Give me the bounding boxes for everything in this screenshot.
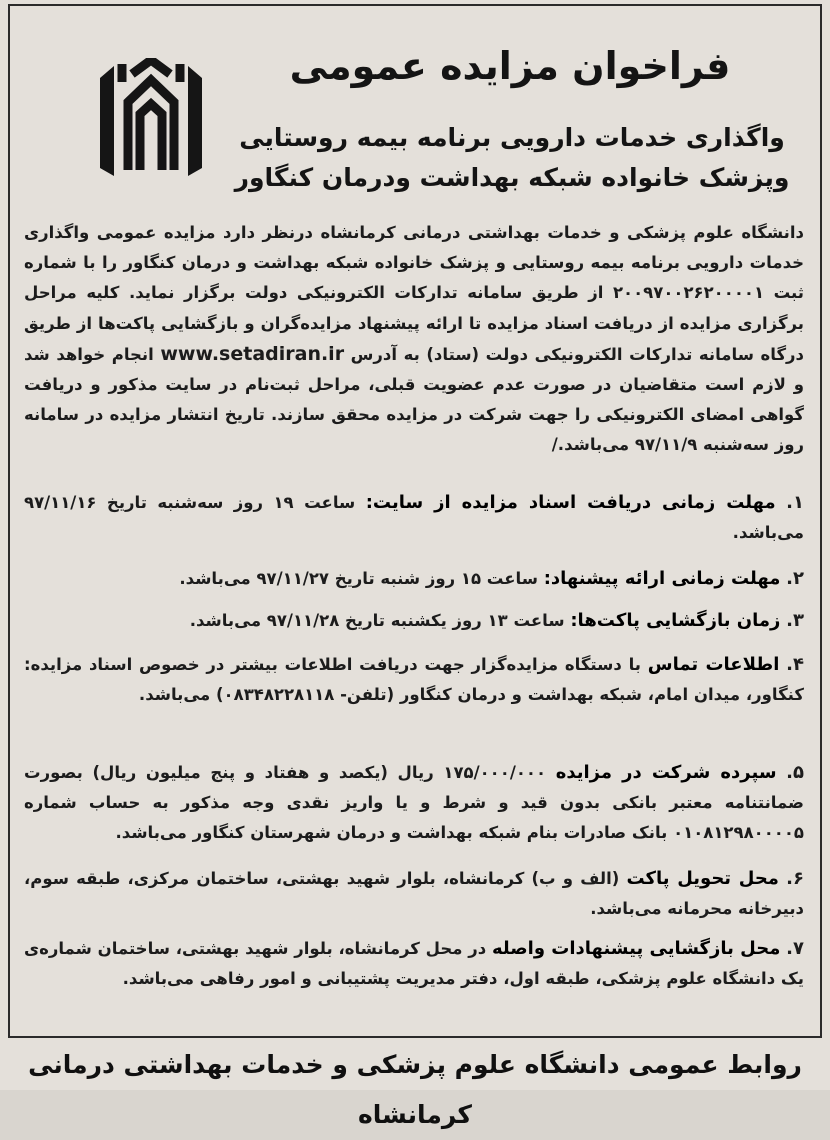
subtitle-line-1: واگذاری خدمات دارویی برنامه بیمه روستایی — [239, 123, 785, 152]
item-document-deadline — [24, 488, 804, 548]
item-delivery-location — [24, 864, 804, 924]
item-number: ۳. — [786, 610, 804, 631]
item-opening-location — [24, 934, 804, 994]
item-contact-info — [24, 650, 804, 710]
announcement-title: فراخوان مزایده عمومی — [289, 44, 731, 88]
setad-url-link[interactable]: www.setadiran.ir — [160, 342, 345, 365]
intro-text: دانشگاه علوم پزشکی و خدمات بهداشتی درمانی کرمانشاه درنظر دارد مزایده عمومی واگذاری خدمات دارویی برنامه بیمه روستایی و پزشک خانواده شبکه بهداشت و درمان کنگاور را با شماره ثبت ۲۰۰۹۷۰۰۲۶۲۰۰۰۰۱ از طریق سامانه تدارکات الکترونیکی دولت برگزار نماید. کلیه مراحل برگزاری مزایده از دریافت اسناد مزایده تا ارائه پیشنهاد مزایده‌گران و بازگشایی پاکت‌ها از طریق درگاه سامانه تدارکات الکترونیکی دولت (ستاد) به آدرس — [24, 223, 805, 364]
item-number: ۵. — [786, 762, 805, 783]
item-text: (الف و ب) کرمانشاه، بلوار شهید بهشتی، ساختمان مرکزی، طبقه سوم، دبیرخانه محرمانه می‌باشد. — [24, 869, 804, 918]
subtitle-line-2: وپزشک خانواده شبکه بهداشت ودرمان کنگاور — [234, 163, 790, 192]
item-opening-time — [24, 606, 804, 636]
item-label: محل تحویل پاکت — [626, 868, 779, 889]
item-text: ساعت ۱۵ روز شنبه تاریخ ۹۷/۱۱/۲۷ می‌باشد. — [179, 569, 538, 588]
intro-paragraph — [24, 218, 804, 461]
item-text: در محل کرمانشاه، بلوار شهید بهشتی، ساختمان شماره‌ی یک دانشگاه علوم پزشکی، طبقه اول، دفتر مدیریت پشتیبانی و امور رفاهی می‌باشد. — [24, 939, 804, 988]
announcement-subtitle — [222, 118, 802, 198]
item-deposit — [24, 758, 804, 848]
item-bid-deadline — [24, 564, 804, 594]
university-logo — [92, 58, 210, 182]
item-number: ۲. — [786, 568, 804, 589]
item-label: سپرده شرکت در مزایده — [555, 762, 777, 783]
item-label: زمان بازگشایی پاکت‌ها: — [570, 610, 781, 631]
item-number: ۴. — [786, 654, 805, 675]
item-number: ۱. — [786, 492, 804, 513]
item-number: ۷. — [786, 938, 804, 959]
item-number: ۶. — [786, 868, 804, 889]
public-relations-footer: روابط عمومی دانشگاه علوم پزشکی و خدمات بهداشتی درمانی کرمانشاه — [28, 1050, 802, 1129]
item-text: ساعت ۱۳ روز یکشنبه تاریخ ۹۷/۱۱/۲۸ می‌باشد. — [189, 611, 565, 630]
item-label: اطلاعات تماس — [647, 654, 780, 675]
item-label: محل بازگشایی پیشنهادات واصله — [492, 938, 781, 959]
item-text: با دستگاه مزایده‌گزار جهت دریافت اطلاعات بیشتر در خصوص اسناد مزایده: کنگاور، میدان امام، شبکه بهداشت و درمان کنگاور (تلفن- ۰۸۳۴۸۲۲۸۱۱۸) می‌باشد. — [24, 655, 804, 704]
item-label: مهلت زمانی ارائه پیشنهاد: — [543, 568, 781, 589]
item-label: مهلت زمانی دریافت اسناد مزایده از سایت: — [365, 492, 776, 513]
item-text: ساعت ۱۹ روز سه‌شنبه تاریخ ۹۷/۱۱/۱۶ می‌باشد. — [24, 493, 804, 542]
item-text: ۱۷۵/۰۰۰/۰۰۰ ریال (یکصد و هفتاد و پنج میلیون ریال) بصورت ضمانتنامه معتبر بانکی بدون قید و شرط و یا واریز نقدی وجه مذکور به حساب شماره ۰۱۰۸۱۲۹۸۰۰۰۰۵ بانک صادرات بنام شبکه بهداشت و درمان شهرستان کنگاور می‌باشد. — [24, 763, 804, 842]
intro-text-after: انجام خواهد شد و لازم است متقاضیان در صورت عدم عضویت قبلی، مراحل ثبت‌نام در سایت مذکور و دریافت گواهی امضای الکترونیکی را جهت شرکت در مزایده محقق سازند. تاریخ انتشار مزایده در سامانه روز سه‌شنبه ۹۷/۱۱/۹ می‌باشد./ — [24, 344, 804, 455]
